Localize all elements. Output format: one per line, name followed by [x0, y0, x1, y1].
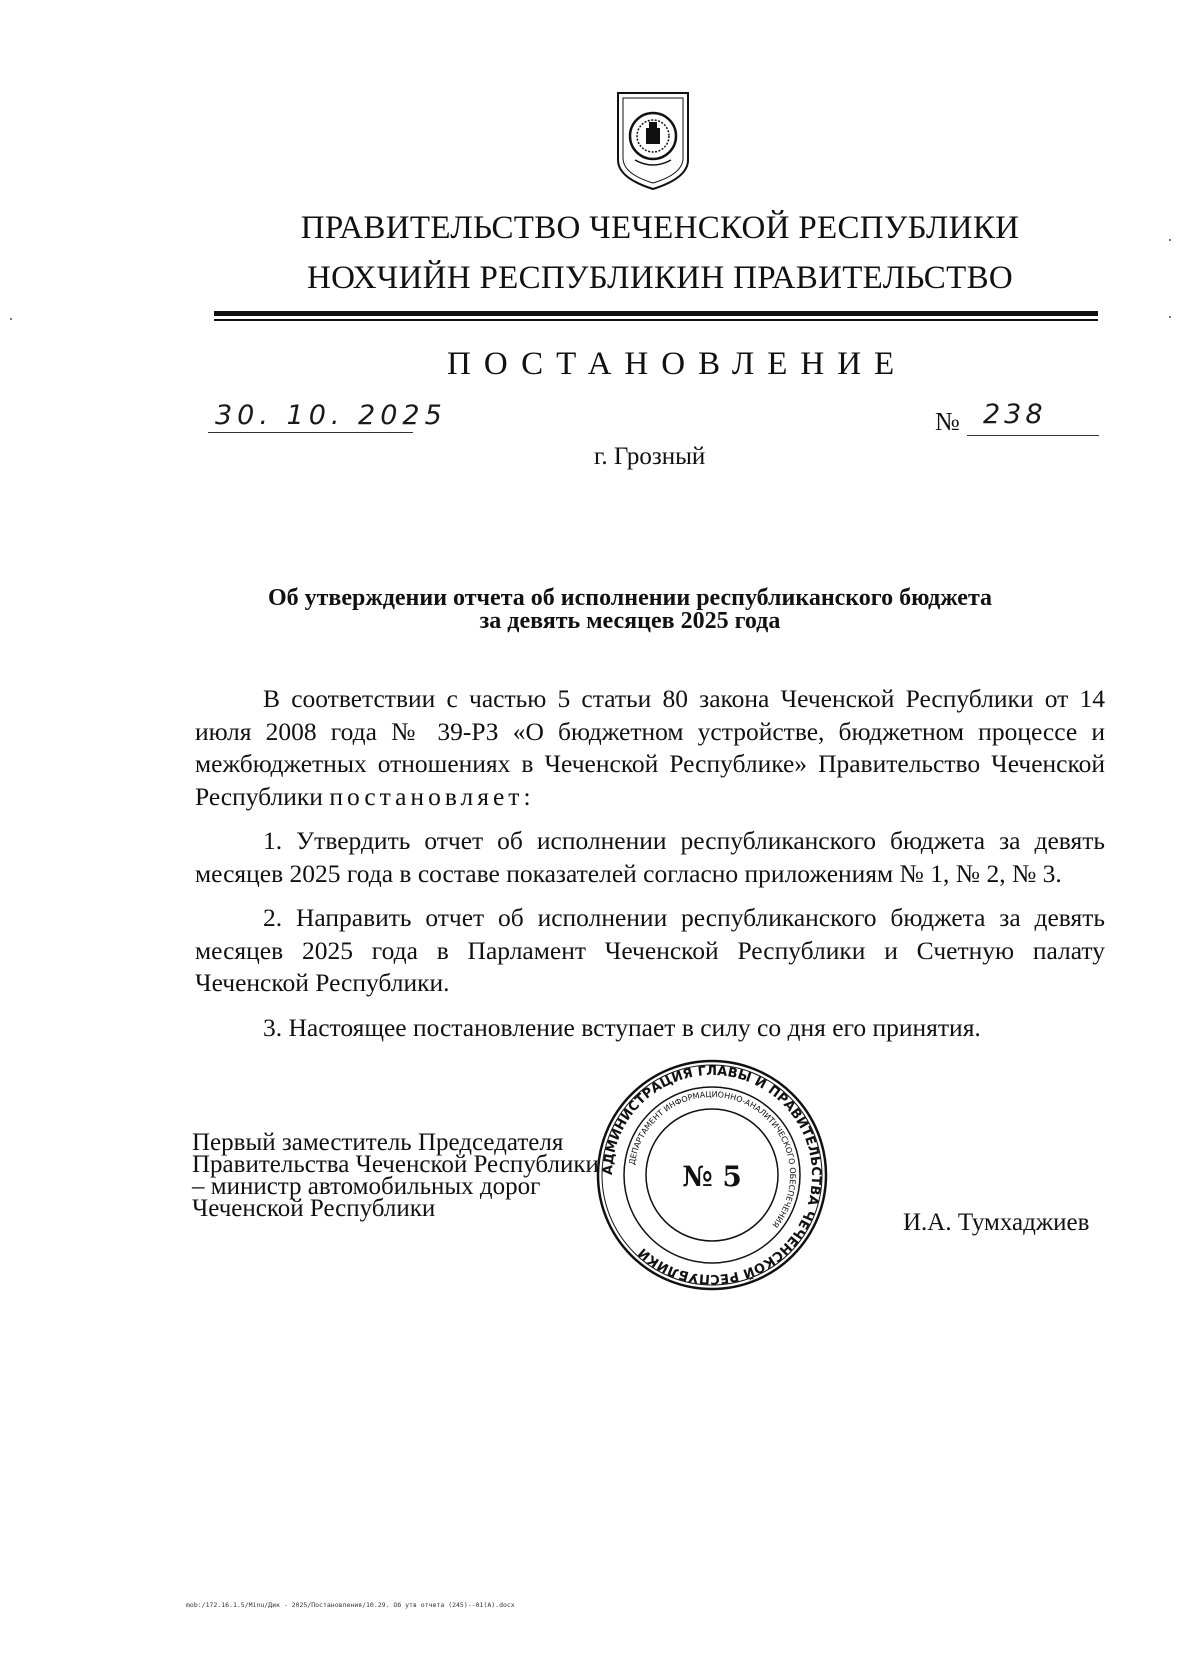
signatory-line-2: Правительства Чеченской Республики	[192, 1151, 599, 1178]
document-title	[180, 587, 1080, 633]
margin-speck	[1169, 316, 1171, 318]
government-name-chechen: НОХЧИЙН РЕСПУБЛИКИН ПРАВИТЕЛЬСТВО	[306, 260, 1014, 296]
intro-resolves: постановляет:	[329, 781, 535, 811]
document-body	[195, 683, 1105, 1056]
document-date: 30. 10. 2025	[215, 400, 447, 431]
stamp-inner-text: ДЕПАРТАМЕНТ ИНФОРМАЦИОННО-АНАЛИТИЧЕСКОГО ОБЕСПЕЧЕНИЯ	[627, 1089, 798, 1230]
margin-speck	[10, 318, 12, 320]
body-intro	[195, 683, 1105, 813]
header-divider-thick	[214, 311, 1098, 316]
number-underline	[967, 435, 1099, 436]
signatory-line-4: Чеченской Республики	[192, 1195, 436, 1222]
body-item-1: 1. Утвердить отчет об исполнении республиканского бюджета за девять месяцев 2025 года в составе показателей согласно приложениям № 1, № 2, № 3.	[195, 826, 1105, 888]
signatory-name: И.А. Тумхаджиев	[903, 1209, 1090, 1236]
body-item-3: 3. Настоящее постановление вступает в силу со дня его принятия.	[263, 1012, 981, 1042]
coat-of-arms-emblem	[615, 90, 691, 192]
number-label: №	[935, 407, 960, 436]
file-path-footer: mob:/172.16.1.5/Minu/Дик - 2025/Постановления/10.29. Об утв отчета (245)--01(А).docx	[186, 1601, 515, 1609]
title-line-1: Об утверждении отчета об исполнении республиканского бюджета	[267, 585, 993, 611]
document-type: ПОСТАНОВЛЕНИЕ	[447, 346, 908, 382]
title-line-2: за девять месяцев 2025 года	[479, 608, 781, 634]
stamp-outer-text: АДМИНИСТРАЦИЯ ГЛАВЫ И ПРАВИТЕЛЬСТВА ЧЕЧЕНСКОЙ РЕСПУБЛИКИ	[600, 1063, 824, 1287]
header-divider-thin	[214, 319, 1098, 321]
intro-text: В соответствии с частью 5 статьи 80 закона Чеченской Республики от 14 июля 2008 года № 39-РЗ «О бюджетном устройстве, бюджетном процессе и межбюджетных отношениях в Чеченской Республике» Правительство Чеченской Республики	[195, 684, 1105, 811]
signatory-line-3: – министр автомобильных дорог	[192, 1173, 541, 1200]
stamp-center-number: № 5	[682, 1160, 742, 1193]
official-stamp	[592, 1055, 832, 1295]
document-number: 238	[983, 399, 1047, 430]
margin-speck	[1169, 239, 1171, 241]
city: г. Грозный	[594, 443, 706, 470]
body-item-2: 2. Направить отчет об исполнении республиканского бюджета за девять месяцев 2025 года в Парламент Чеченской Республики и Счетную палату Чеченской Республики.	[195, 903, 1105, 997]
government-name-russian: ПРАВИТЕЛЬСТВО ЧЕЧЕНСКОЙ РЕСПУБЛИКИ	[300, 210, 1020, 246]
signatory-line-1: Первый заместитель Председателя	[192, 1129, 564, 1156]
signatory-title	[192, 1129, 599, 1222]
date-underline	[208, 432, 413, 433]
